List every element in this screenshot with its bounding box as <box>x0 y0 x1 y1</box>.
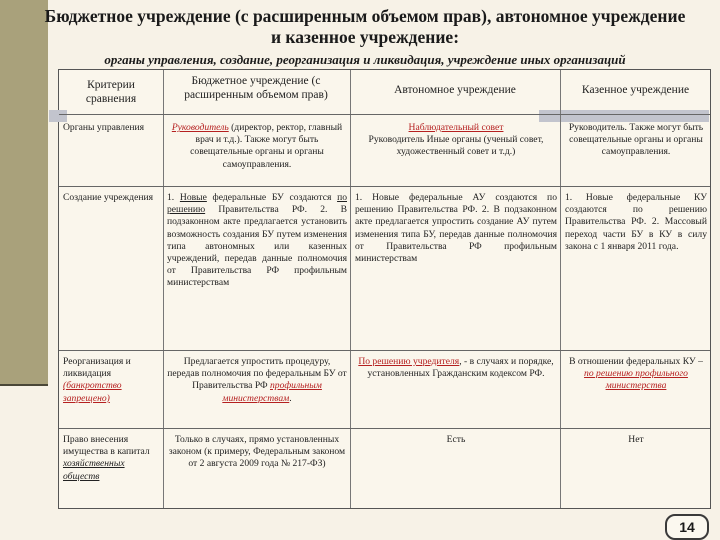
header-autonomous: Автономное учреждение <box>394 84 516 96</box>
row-divider <box>59 350 710 351</box>
management-budget-link: Руководитель <box>171 122 229 133</box>
cell-auto-capital: Есть <box>446 434 466 445</box>
reorg-state-link: по решению профильного министерства <box>584 368 688 392</box>
row-divider <box>59 114 710 115</box>
cell-auto-reorg <box>355 356 557 380</box>
header-budget: Бюджетное учреждение (с расширенным объемом прав) <box>184 75 328 101</box>
reorg-budget-link: профильным министерствам <box>222 380 322 404</box>
reorg-state-text: В отношении федеральных КУ – <box>569 356 703 367</box>
column-divider <box>350 70 351 508</box>
accent-bar-right <box>539 110 709 122</box>
creation-budget-text: Правительства РФ. 2. В подзаконном акте предлагается установить возможность создания БУ путем изменения типа автономных или казенных учреждений, передав данные полномочия от Правительства РФ профильным министерствам <box>167 204 347 289</box>
capital-label-link: хозяйственных обществ <box>63 458 125 482</box>
cell-state-capital: Нет <box>628 434 644 445</box>
cell-state-management: Руководитель. Также могут быть совещательные органы и органы самоуправления. <box>568 122 704 158</box>
header-state: Казенное учреждение <box>581 84 690 96</box>
creation-budget-pre: 1. <box>167 192 180 203</box>
row-divider <box>59 428 710 429</box>
management-budget-text: (директор, ректор, главный врач и т.д.). Также могут быть совещательные органы и органы самоуправления. <box>190 122 343 170</box>
accent-bar-left <box>49 110 67 122</box>
row-label-reorg <box>63 356 159 405</box>
reorg-budget-text: Предлагается упростить процедуру, передав полномочия по федеральным БУ от Правительства РФ <box>167 356 347 392</box>
decorative-left-line <box>0 384 48 386</box>
cell-budget-creation <box>167 192 347 290</box>
management-auto-link: Наблюдательный совет <box>408 122 504 133</box>
cell-budget-management <box>167 122 347 171</box>
comparison-table <box>58 69 711 509</box>
cell-budget-capital: Только в случаях, прямо установленных законом (к примеру, Федеральным законом от 2 августа 2009 года № 217-ФЗ) <box>168 434 346 470</box>
creation-budget-mid: федеральные БУ создаются <box>206 192 338 203</box>
slide-subtitle: органы управления, создание, реорганизация и ликвидация, учреждение иных организаций <box>104 52 626 67</box>
cell-state-reorg <box>565 356 707 393</box>
reorg-auto-text: , - в случаях и порядке, установленных Гражданским кодексом РФ. <box>367 356 554 380</box>
reorg-auto-link: По решению учредителя <box>358 356 460 367</box>
row-label-management: Органы управления <box>63 122 145 133</box>
page-number: 14 <box>665 514 709 540</box>
cell-budget-reorg <box>167 356 347 405</box>
capital-label: Право внесения имущества в капитал <box>63 434 150 458</box>
slide-title: Бюджетное учреждение (с расширенным объемом прав), автономное учреждение и казенное учреждение: <box>44 6 686 47</box>
row-label-capital <box>63 434 159 483</box>
cell-state-creation: 1. Новые федеральные КУ создаются по решению Правительства РФ. 2. Массовый переход части БУ в КУ в силу закона с 1 января 2011 года. <box>565 192 707 252</box>
reorg-label-note: (банкротство запрещено) <box>63 380 122 404</box>
management-auto-text: Руководитель Иные органы (ученый совет, художественный совет и т.д.) <box>368 134 544 158</box>
reorg-label: Реорганизация и ликвидация <box>63 356 131 380</box>
cell-auto-creation: 1. Новые федеральные АУ создаются по решению Правительства РФ. 2. В подзаконном акте предлагается упростить создание АУ путем изменения типа БУ, передав данные полномочия от Правительства РФ профильным министерствам <box>355 192 557 265</box>
column-divider <box>163 70 164 508</box>
creation-budget-new: Новые <box>179 192 207 203</box>
creation-budget-link: по решению <box>167 192 347 216</box>
column-divider <box>560 70 561 508</box>
reorg-budget-end: . <box>289 392 292 404</box>
row-divider <box>59 186 710 187</box>
cell-auto-management <box>355 122 557 159</box>
row-label-creation: Создание учреждения <box>63 192 154 203</box>
header-criteria: Критерии сравнения <box>85 79 137 105</box>
